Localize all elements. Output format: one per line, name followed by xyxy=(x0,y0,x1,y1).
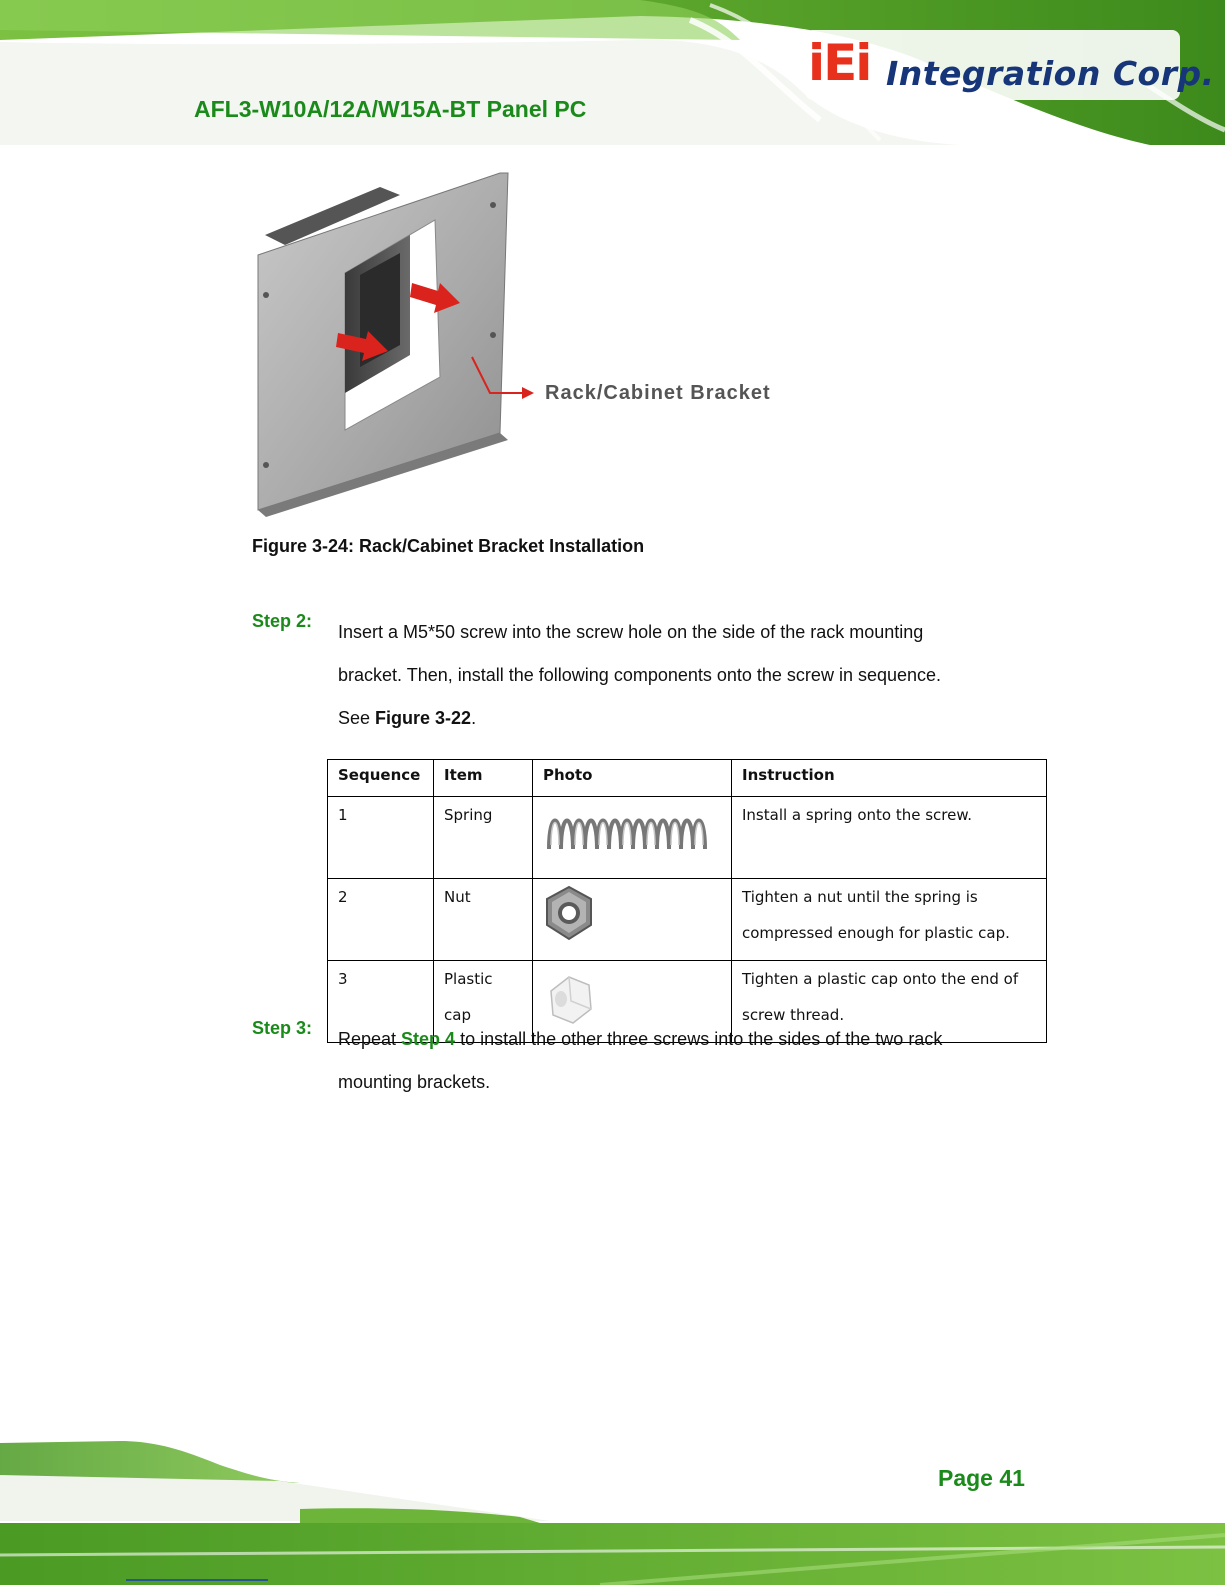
footer-banner xyxy=(0,1435,1225,1585)
document-title: AFL3-W10A/12A/W15A-BT Panel PC xyxy=(194,96,587,122)
components-table xyxy=(327,759,1047,1043)
header-photo: Photo xyxy=(533,760,732,797)
rack-bracket-illustration xyxy=(250,165,810,520)
company-logo xyxy=(808,34,1215,96)
step-2-line-2: bracket. Then, install the following components onto the screw in sequence. xyxy=(338,665,942,685)
header-instruction: Instruction xyxy=(732,760,1047,797)
step-2-line-1: Insert a M5*50 screw into the screw hole on the side of the rack mounting xyxy=(338,622,924,642)
header-banner xyxy=(0,0,1225,145)
header-item: Item xyxy=(434,760,533,797)
see-prefix: See xyxy=(338,708,376,728)
cell-photo xyxy=(533,797,732,879)
step-3-suffix: to install the other three screws into the sides of the two rack xyxy=(455,1029,943,1049)
step-3-body xyxy=(338,1018,1038,1104)
cell-item: Plastic cap xyxy=(434,961,533,1043)
figure-caption: Figure 3-24: Rack/Cabinet Bracket Installation xyxy=(252,536,645,556)
bracket-figure xyxy=(250,165,810,520)
table-row xyxy=(328,879,1047,961)
plastic-cap-icon xyxy=(539,965,599,1025)
figure-reference: Figure 3-22 xyxy=(375,708,472,728)
header-sequence: Sequence xyxy=(328,760,434,797)
see-suffix: . xyxy=(471,708,477,728)
step-3-line-1 xyxy=(338,1018,1038,1061)
cell-sequence: 1 xyxy=(328,797,434,879)
cell-photo xyxy=(533,879,732,961)
step-3-label: Step 3: xyxy=(252,1018,313,1038)
cell-instruction: Tighten a nut until the spring is compressed enough for plastic cap. xyxy=(732,879,1047,961)
step-2-label: Step 2: xyxy=(252,611,313,631)
cell-item: Nut xyxy=(434,879,533,961)
bracket-callout-label: Rack/Cabinet Bracket xyxy=(545,382,771,404)
cell-sequence: 2 xyxy=(328,879,434,961)
step-2-body xyxy=(338,611,1038,740)
table-row xyxy=(328,797,1047,879)
footer-decoration xyxy=(0,1435,1225,1585)
cell-instruction: Tighten a plastic cap onto the end of screw thread. xyxy=(732,961,1047,1043)
step-4-reference: Step 4 xyxy=(401,1029,456,1049)
logo-text: Integration Corp. xyxy=(886,54,1215,93)
step-3-prefix: Repeat xyxy=(338,1029,402,1049)
page-number: Page 41 xyxy=(938,1465,1025,1491)
cell-sequence: 3 xyxy=(328,961,434,1043)
cell-item: Spring xyxy=(434,797,533,879)
step-3-line-2: mounting brackets. xyxy=(338,1072,491,1092)
table-header-row xyxy=(328,760,1047,797)
hex-nut-icon xyxy=(539,883,599,943)
step-2-see-line xyxy=(338,697,1038,740)
spring-icon xyxy=(539,801,715,861)
cell-instruction: Install a spring onto the screw. xyxy=(732,797,1047,879)
logo-mark: iEi xyxy=(808,34,871,92)
